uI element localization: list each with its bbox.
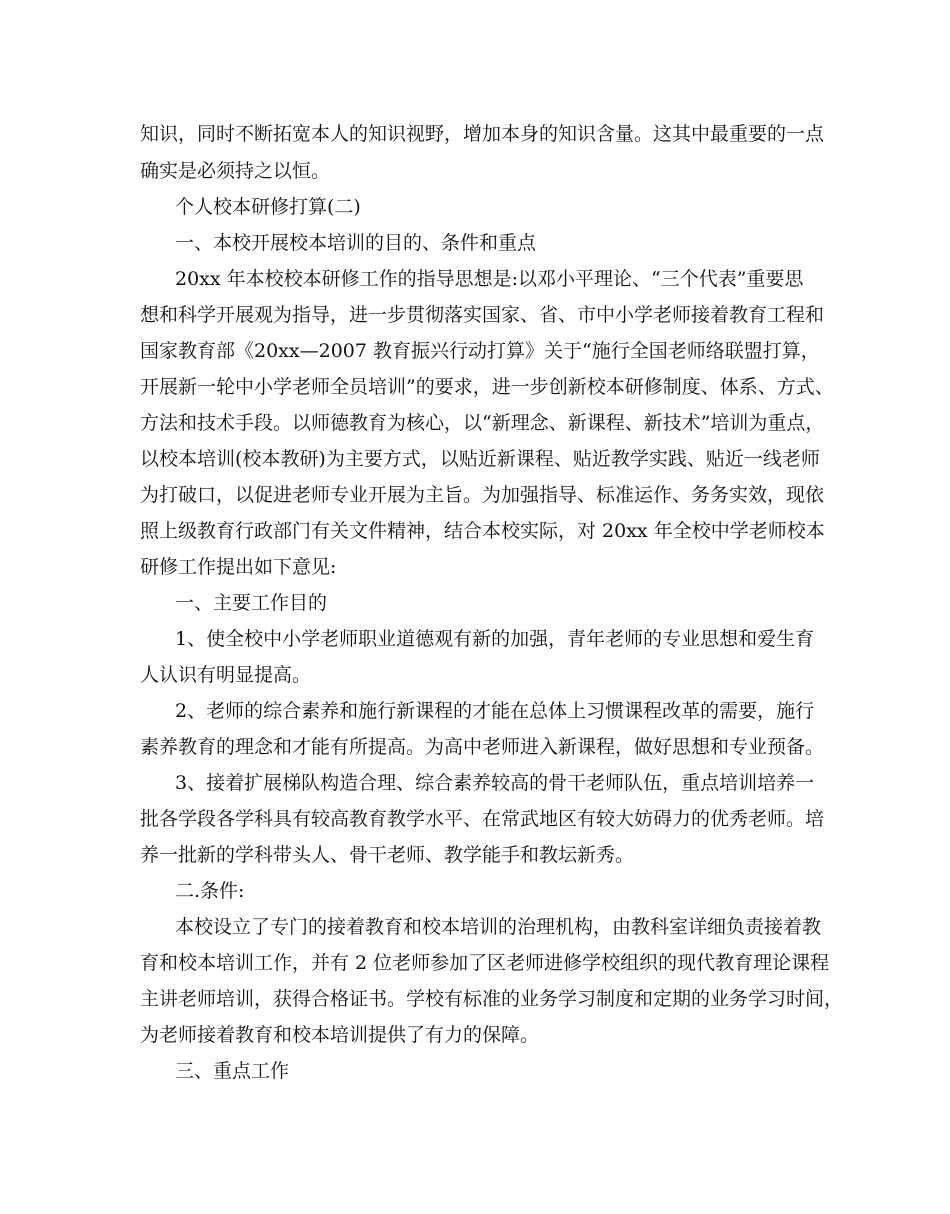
section-heading: 三、重点工作 (175, 1060, 290, 1082)
text-line: 20xx 年本校校本研修工作的指导思想是:以邓小平理论、“三个代表”重要思 (175, 268, 804, 290)
text-line: 研修工作提出如下意见: (140, 556, 337, 578)
text-line: 确实是必须持之以恒。 (140, 160, 331, 182)
section-title: 个人校本研修打算(二) (175, 196, 361, 218)
text-line: 人认识有明显提高。 (140, 664, 312, 686)
text-line: 育和校本培训工作，并有 2 位老师参加了区老师进修学校组织的现代教育理论课程 (140, 952, 830, 974)
text-line: 开展新一轮中小学老师全员培训”的要求，进一步创新校本研修制度、体系、方式、 (140, 376, 834, 398)
text-line: 3、接着扩展梯队构造合理、综合素养较高的骨干老师队伍，重点培训培养一 (175, 772, 815, 794)
text-line: 主讲老师培训，获得合格证书。学校有标准的业务学习制度和定期的业务学习时间， (140, 988, 844, 1010)
text-line: 素养教育的理念和才能有所提高。为高中老师进入新课程，做好思想和专业预备。 (140, 736, 825, 758)
text-line: 照上级教育行政部门有关文件精神，结合本校实际，对 20xx 年全校中学老师校本 (140, 520, 825, 542)
section-heading: 一、主要工作目的 (175, 592, 328, 614)
text-line: 知识，同时不断拓宽本人的知识视野，增加本身的知识含量。这其中最重要的一点 (140, 123, 825, 145)
text-line: 想和科学开展观为指导，进一步贯彻落实国家、省、市中小学老师接着教育工程和 (140, 304, 825, 326)
text-line: 1、使全校中小学老师职业道德观有新的加强，青年老师的专业思想和爱生育 (175, 628, 815, 650)
text-line: 2、老师的综合素养和施行新课程的才能在总体上习惯课程改革的需要，施行 (175, 700, 815, 722)
text-line: 方法和技术手段。以师德教育为核心，以“新理念、新课程、新技术”培训为重点， (140, 412, 825, 434)
text-line: 以校本培训(校本教研)为主要方式，以贴近新课程、贴近教学实践、贴近一线老师 (140, 448, 820, 470)
section-heading: 二.条件: (175, 880, 245, 902)
text-line: 为打破口，以促进老师专业开展为主旨。为加强指导、标准运作、务务实效，现依 (140, 484, 825, 506)
text-line: 批各学段各学科具有较高教育教学水平、在常武地区有较大妨碍力的优秀老师。培 (140, 808, 825, 830)
section-heading: 一、本校开展校本培训的目的、条件和重点 (175, 232, 537, 254)
text-line: 为老师接着教育和校本培训提供了有力的保障。 (140, 1024, 540, 1046)
text-line: 本校设立了专门的接着教育和校本培训的治理机构，由教科室详细负责接着教 (175, 916, 822, 938)
text-line: 养一批新的学科带头人、骨干老师、教学能手和教坛新秀。 (140, 844, 635, 866)
text-line: 国家教育部《20xx—2007 教育振兴行动打算》关于“施行全国老师络联盟打算， (140, 340, 820, 362)
